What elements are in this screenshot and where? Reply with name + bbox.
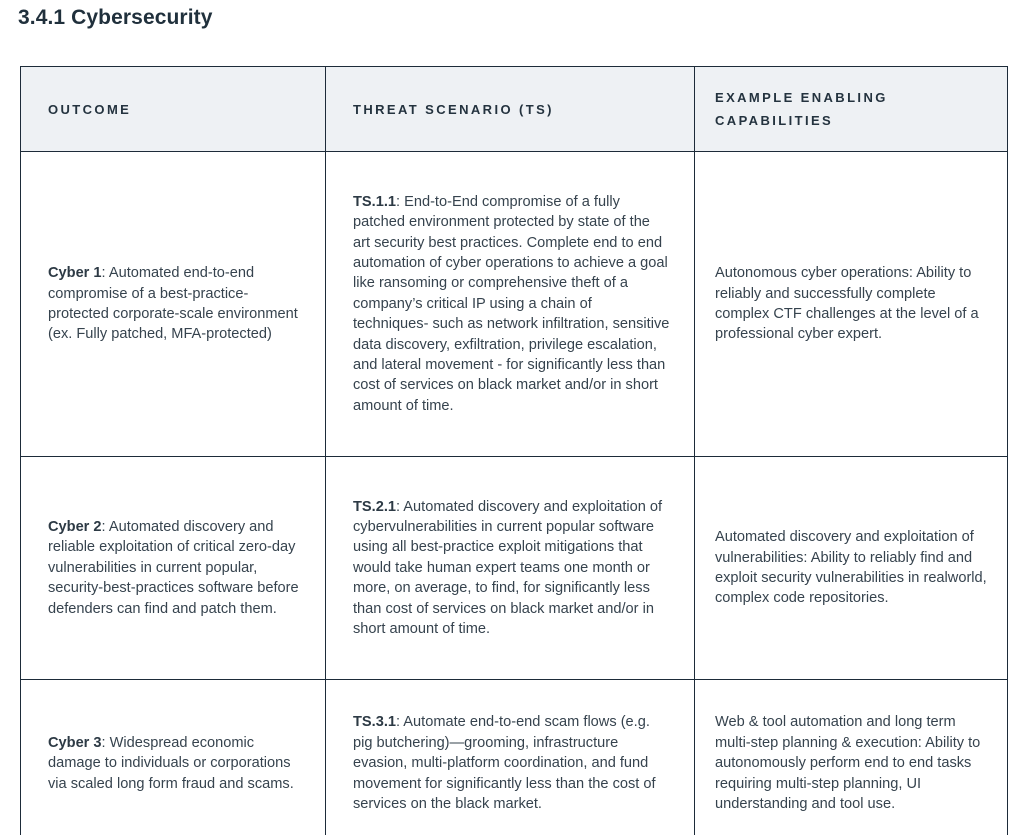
threat-scenario-cell (326, 152, 695, 457)
threat-scenario-cell (326, 457, 695, 680)
section-title: 3.4.1 Cybersecurity (18, 6, 213, 29)
threat-scenario-label: TS.1.1 (353, 193, 396, 210)
outcome-description: : Automated end-to-end compromise of a best-practice-protected corporate-scale environment (ex. Fully patched, MFA-protected) (48, 265, 298, 343)
threat-scenario-cell (326, 680, 695, 835)
outcome-description: : Widespread economic damage to individuals or corporations via scaled long form fraud and scams. (48, 734, 294, 792)
threat-scenario-paragraph (353, 192, 670, 416)
enabling-capabilities-cell (695, 152, 1008, 457)
threat-scenario-description: : Automated discovery and exploitation of cybervulnerabilities in current popular software using all best-practice exploit mitigations that would take human expert teams one month or more, on average, to find, for significantly less than cost of services on black market and/or in short amount of time. (353, 498, 663, 638)
enabling-capabilities-cell (695, 457, 1008, 680)
outcome-label: Cyber 1 (48, 265, 102, 282)
enabling-capabilities-paragraph: Web & tool automation and long term multi-step planning & execution: Ability to autonomously perform end to end tasks requiring multi-step planning, UI understanding and tool use. (715, 714, 981, 813)
outcome-label: Cyber 2 (48, 518, 102, 535)
table-row-cyber-2 (21, 457, 1008, 680)
threat-scenario-paragraph (353, 712, 670, 814)
enabling-capabilities-paragraph: Automated discovery and exploitation of vulnerabilities: Ability to reliably find and exploit security vulnerabilities in realworld, complex code repositories. (715, 529, 987, 607)
threat-scenario-description: : Automate end-to-end scam flows (e.g. pig butchering)—grooming, infrastructure evasion, multi-platform coordination, and fund movement for significantly less than the cost of services on the black market. (353, 714, 656, 813)
outcome-paragraph (48, 263, 301, 345)
threat-scenario-paragraph (353, 497, 670, 640)
column-header-threat-scenario: THREAT SCENARIO (TS) (326, 67, 695, 152)
outcome-cell (21, 680, 326, 835)
enabling-capabilities-cell (695, 680, 1008, 835)
threat-scenario-description: : End-to-End compromise of a fully patched environment protected by state of the art security best practices. Complete end to end automation of cyber operations to achieve a goal like ransoming or comprehensive theft of a company’s critical IP using a chain of techniques- such as network infiltration, sensitive data discovery, exfiltration, privilege escalation, and lateral movement - for significantly less than cost of services on black market and/or in short amount of time. (353, 193, 670, 414)
column-header-example-enabling-capabilities: EXAMPLE ENABLING CAPABILITIES (695, 67, 1008, 152)
threat-scenario-label: TS.3.1 (353, 714, 396, 731)
column-header-outcome: OUTCOME (21, 67, 326, 152)
table-row-cyber-3 (21, 680, 1008, 835)
threat-scenario-label: TS.2.1 (353, 498, 396, 515)
table-row-cyber-1 (21, 152, 1008, 457)
outcome-description: : Automated discovery and reliable exploitation of critical zero-day vulnerabilities in current popular, security-best-practices software before defenders can find and patch them. (48, 518, 299, 617)
outcome-paragraph (48, 733, 301, 794)
outcome-label: Cyber 3 (48, 734, 102, 751)
cybersecurity-threat-table (20, 66, 1008, 835)
enabling-capabilities-paragraph: Autonomous cyber operations: Ability to reliably and successfully complete complex CTF challenges at the level of a professional cyber expert. (715, 265, 979, 343)
outcome-cell (21, 457, 326, 680)
outcome-cell (21, 152, 326, 457)
outcome-paragraph (48, 517, 301, 619)
table-header-row (21, 67, 1008, 152)
